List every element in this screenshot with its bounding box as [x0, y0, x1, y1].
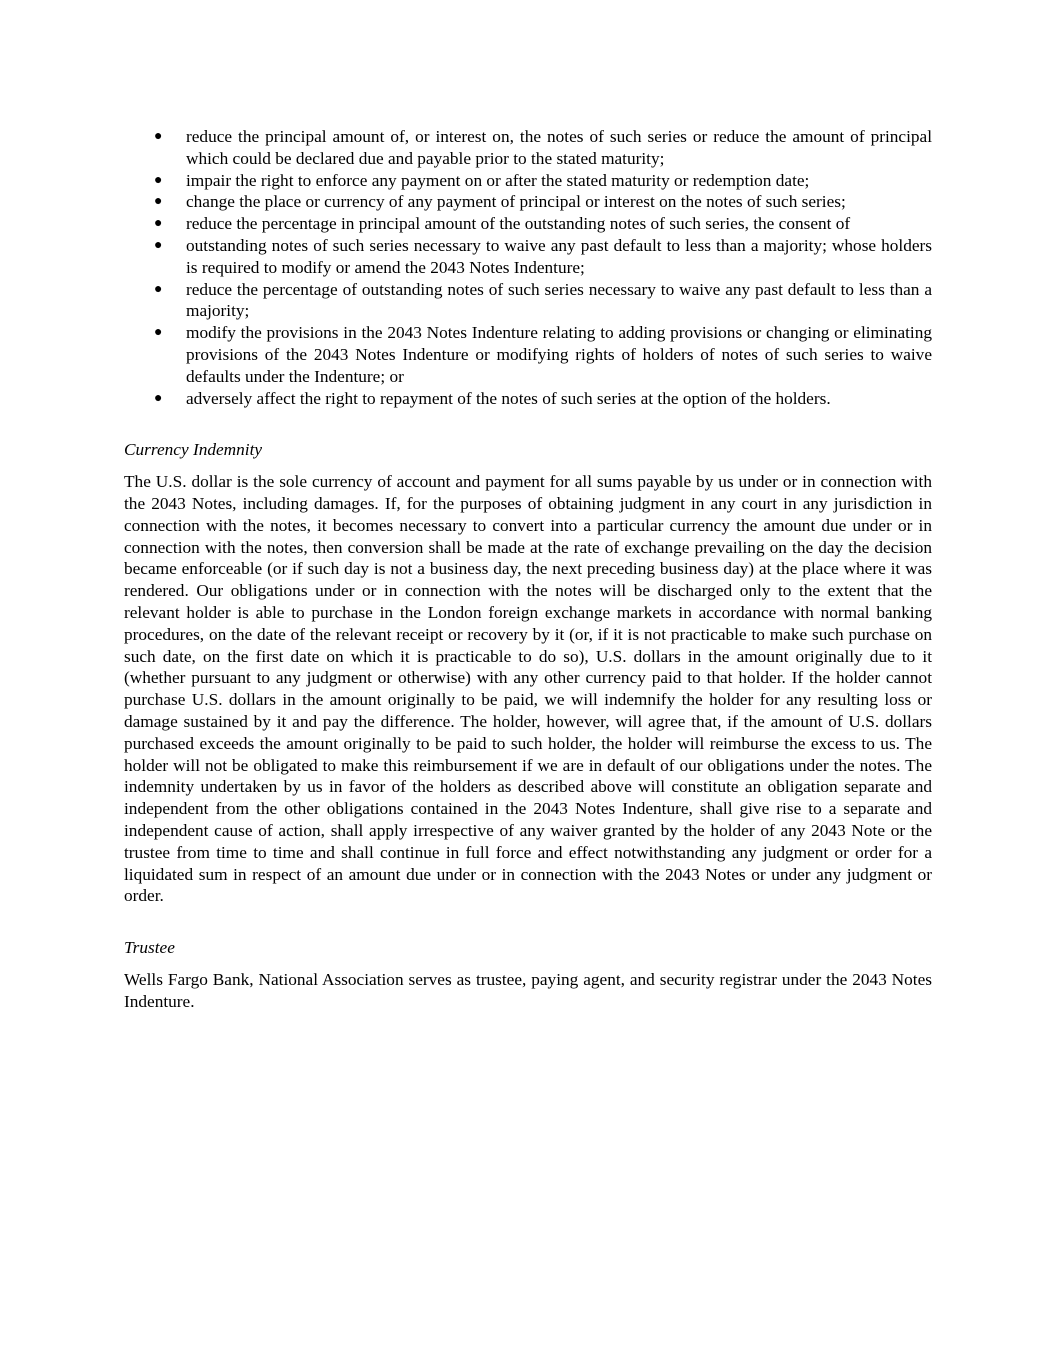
list-item-text: reduce the percentage of outstanding notes of such series necessary to waive any past default to less than a majority; [186, 279, 932, 321]
trustee-heading: Trustee [124, 938, 175, 958]
amendment-restrictions-list [124, 126, 932, 409]
list-item [124, 191, 932, 213]
document-page [124, 126, 932, 1012]
list-item-text: adversely affect the right to repayment of the notes of such series at the option of the holders. [186, 388, 831, 408]
bullet-icon: ● [154, 216, 163, 232]
bullet-icon: ● [154, 281, 163, 297]
list-item [124, 279, 932, 323]
list-item-text: modify the provisions in the 2043 Notes Indenture relating to adding provisions or changing or eliminating provisions of the 2043 Notes Indenture or modifying rights of holders of notes of such series to waive defaults under the Indenture; or [186, 323, 932, 386]
bullet-icon: ● [154, 325, 163, 341]
list-item-text: change the place or currency of any payment of principal or interest on the notes of such series; [186, 192, 846, 212]
trustee-paragraph: Wells Fargo Bank, National Association serves as trustee, paying agent, and security registrar under the 2043 Notes Indenture. [124, 969, 932, 1011]
bullet-icon: ● [154, 129, 163, 144]
currency-indemnity-paragraph: The U.S. dollar is the sole currency of account and payment for all sums payable by us under or in connection with the 2043 Notes, including damages. If, for the purposes of obtaining judgment in any court in any jurisdiction in connection with the notes, it becomes necessary to convert into a particular currency the amount due under or in connection with the notes, then conversion shall be made at the rate of exchange prevailing on the day the decision became enforceable (or if such day is not a business day, the next preceding business day) at the place where it was rendered. Our obligations under or in connection with the notes will be discharged only to the extent that the relevant holder is able to purchase in the London foreign exchange markets in accordance with normal banking procedures, on the date of the relevant receipt or recovery by it (or, if it is not practicable to make such purchase on such date, on the first date on which it is practicable to do so), U.S. dollars in the amount originally due to it (whether pursuant to any judgment or otherwise) with any other currency paid to that holder. If the holder cannot purchase U.S. dollars in the amount originally to be paid, we will indemnify the holder for any resulting loss or damage sustained by it and pay the difference. The holder, however, will agree that, if the amount of U.S. dollars purchased exceeds the amount originally to be paid to such holder, the holder will reimburse the excess to us. The holder will not be obligated to make this reimbursement if we are in default of our obligations under the notes. The indemnity undertaken by us in favor of the holders as described above will constitute an obligation separate and independent from the other obligations contained in the 2043 Notes Indenture, shall give rise to a separate and independent cause of action, shall apply irrespective of any waiver granted by the holder of any 2043 Note or the trustee from time to time and shall continue in full force and effect notwithstanding any judgment or order for a liquidated sum in respect of an amount due under or in connection with the 2043 Notes or under any judgment or order. [124, 472, 932, 906]
bullet-icon: ● [154, 194, 163, 210]
list-item-text: impair the right to enforce any payment on or after the stated maturity or redemption date; [186, 170, 810, 190]
bullet-icon: ● [154, 172, 163, 188]
list-item [124, 388, 932, 410]
list-item-text: reduce the percentage in principal amount of the outstanding notes of such series, the consent of [186, 214, 851, 234]
list-item [124, 322, 932, 387]
list-item-text: reduce the principal amount of, or interest on, the notes of such series or reduce the amount of principal which could be declared due and payable prior to the stated maturity; [186, 127, 932, 168]
currency-indemnity-heading: Currency Indemnity [124, 440, 263, 460]
list-item-text: outstanding notes of such series necessary to waive any past default to less than a majority; whose holders is required to modify or amend the 2043 Notes Indenture; [186, 235, 932, 277]
bullet-icon: ● [154, 390, 163, 406]
list-item [124, 170, 932, 192]
list-item [124, 213, 932, 235]
bullet-icon: ● [154, 237, 163, 253]
list-item [124, 126, 932, 170]
list-item [124, 235, 932, 279]
